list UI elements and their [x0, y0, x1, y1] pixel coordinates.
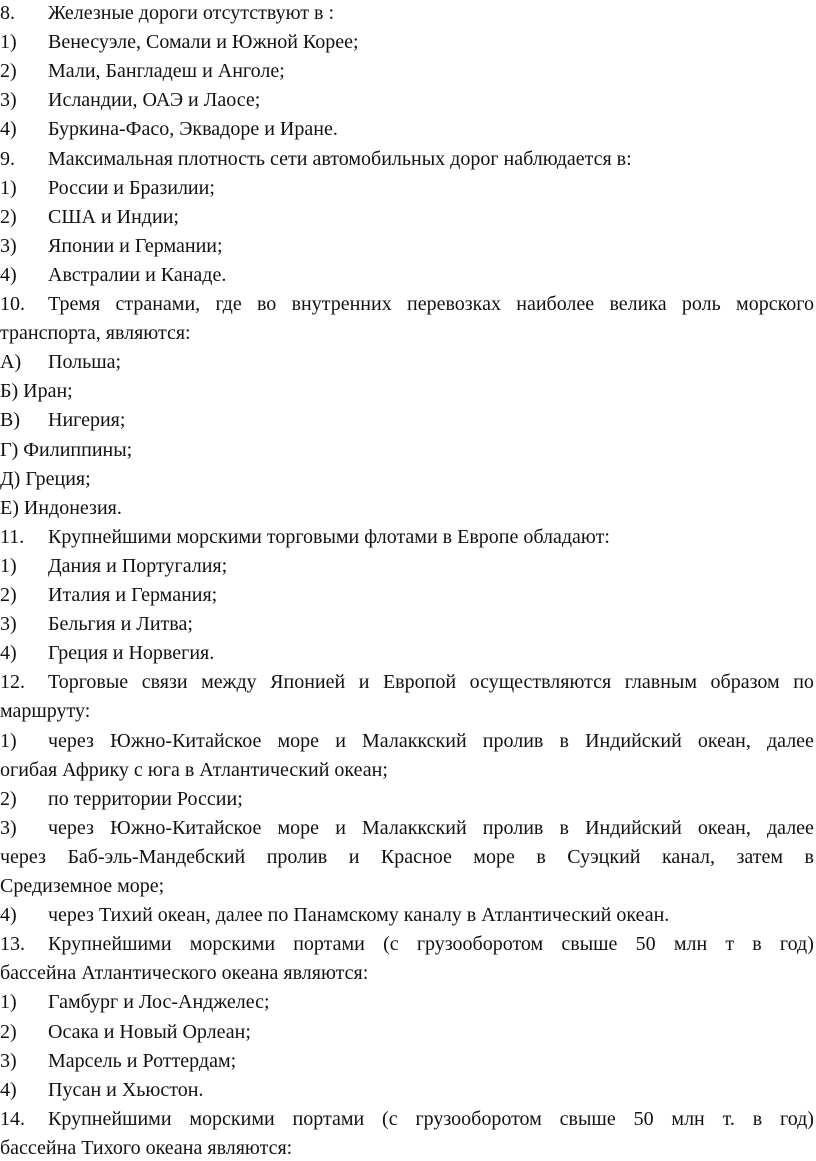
option-label: Е)	[0, 496, 19, 519]
option-8-2	[0, 58, 814, 84]
option-10-6	[0, 495, 814, 521]
question-text-line1	[48, 931, 814, 957]
option-text: Гамбург и Лос-Анджелес;	[48, 991, 270, 1014]
option-text: Иран;	[23, 380, 73, 403]
option-text-line1-word: океан,	[697, 729, 751, 752]
option-10-1	[0, 349, 814, 375]
option-text-line2-word: Баб-эль-Мандебский	[67, 845, 246, 868]
question-text: Максимальная плотность сети автомобильных дорог наблюдается в:	[48, 147, 632, 170]
option-text: Нигерия;	[48, 409, 126, 432]
option-text-line1-word: море	[277, 729, 320, 752]
option-text-line1-word: далее	[766, 816, 814, 839]
option-label: 3)	[0, 89, 17, 112]
option-label: 4)	[0, 118, 17, 141]
question-text-line1-word: Крупнейшими	[48, 933, 172, 956]
question-8-header	[0, 0, 814, 26]
option-text: Исландии, ОАЭ и Лаосе;	[48, 89, 261, 112]
question-text-line2: маршруту:	[0, 700, 91, 723]
option-8-1	[0, 29, 814, 55]
option-text: Японии и Германии;	[48, 234, 223, 257]
question-12-header-cont	[0, 698, 814, 724]
question-text: Железные дороги отсутствуют в :	[48, 2, 334, 24]
option-text: Австралии и Канаде.	[48, 263, 227, 286]
question-text-line1-word: портами	[292, 1107, 365, 1130]
option-text: Венесуэле, Сомали и Южной Корее;	[48, 31, 359, 54]
question-text-line1-word: между	[201, 671, 257, 694]
question-text-line1-word: портами	[293, 933, 365, 956]
option-text-line1-word: далее	[766, 729, 814, 752]
option-10-2	[0, 378, 814, 404]
question-text-line1-word: морскими	[189, 933, 276, 956]
question-text-line1-word: в	[752, 933, 762, 956]
option-label: Д)	[0, 467, 21, 490]
option-text-line1-word: и	[335, 816, 346, 839]
question-text-line1-word: осуществляются	[469, 671, 612, 694]
option-text-line2-word: канал,	[661, 845, 715, 868]
option-text: по территории России;	[48, 787, 243, 810]
option-12-3-line3	[0, 873, 814, 899]
option-label: 2)	[0, 205, 17, 228]
question-text-line2: бассейна Тихого океана являются:	[0, 1136, 293, 1159]
option-label: 3)	[0, 613, 17, 636]
option-text: Марсель и Роттердам;	[48, 1049, 237, 1072]
question-number: 9.	[0, 147, 15, 170]
option-text: через Тихий океан, далее по Панамскому каналу в Атлантический океан.	[48, 904, 670, 927]
question-text-line1-word: образом	[710, 671, 780, 694]
option-text-line2-word: море	[473, 845, 515, 868]
option-text-line1-word: пролив	[482, 816, 544, 839]
option-label: А)	[0, 351, 22, 374]
option-text-line2-word: Красное	[380, 845, 452, 868]
option-text-line1-word: пролив	[482, 729, 544, 752]
option-text: России и Бразилии;	[48, 176, 215, 199]
question-10-header	[0, 291, 814, 317]
question-text-line1-word: свыше	[561, 933, 618, 956]
question-text-line1-word: Японией	[270, 671, 346, 694]
question-text-line1-word: связи	[141, 671, 188, 694]
question-text-line1-word: (с	[382, 1107, 398, 1130]
option-text-line2-word: Суэцкий	[567, 845, 641, 868]
question-text-line1-word: год)	[779, 933, 814, 956]
option-13-3	[0, 1048, 814, 1074]
option-text-line1-word: Малаккский	[362, 729, 467, 752]
option-text-line2-word: затем	[736, 845, 784, 868]
question-text-line2: бассейна Атлантического океана являются:	[0, 962, 369, 985]
question-text-line1	[48, 669, 814, 695]
option-text: Мали, Бангладеш и Анголе;	[48, 60, 285, 83]
option-label: 2)	[0, 584, 17, 606]
option-12-3-line1	[0, 815, 814, 841]
option-10-3	[0, 407, 814, 433]
question-text-line1	[48, 291, 814, 317]
question-number: 8.	[0, 2, 15, 24]
question-text: Крупнейшими морскими торговыми флотами в Европе обладают:	[48, 525, 610, 548]
option-text-line1-word: через	[48, 729, 94, 752]
option-label: 3)	[0, 234, 17, 257]
option-13-4	[0, 1077, 814, 1103]
option-11-2	[0, 582, 814, 608]
option-12-1-line2	[0, 757, 814, 783]
option-label: 2)	[0, 787, 17, 810]
question-text-line1-word: (с	[383, 933, 399, 956]
question-text-line1-word: во	[256, 293, 277, 315]
question-text-line1-word: Крупнейшими	[48, 1107, 172, 1130]
question-number: 10.	[0, 293, 25, 315]
option-text: Осака и Новый Орлеан;	[48, 1020, 251, 1043]
option-text: Буркина-Фасо, Эквадоре и Иране.	[48, 118, 338, 141]
option-label: 3)	[0, 1049, 17, 1072]
option-text-line2-word: пролив	[266, 845, 328, 868]
option-text: Бельгия и Литва;	[48, 613, 193, 636]
option-label: 4)	[0, 642, 17, 665]
option-text-line2-word: в	[536, 845, 546, 868]
question-text-line1-word: 50	[635, 933, 656, 956]
option-text-line2: огибая Африку с юга в Атлантический океан;	[0, 758, 388, 781]
option-label: Г)	[0, 438, 19, 461]
question-text-line1-word: в	[752, 1107, 763, 1130]
option-text: Индонезия.	[23, 496, 122, 519]
option-text-line1-word: Индийский	[585, 729, 682, 752]
question-text-line1-word: Торговые	[48, 671, 129, 694]
option-8-4	[0, 116, 814, 142]
option-12-1-line1	[0, 728, 814, 754]
question-9-header	[0, 146, 814, 172]
option-text: Дания и Португалия;	[48, 554, 228, 577]
option-label: 2)	[0, 1020, 17, 1043]
option-label: 1)	[0, 991, 17, 1014]
question-text-line1-word: велика	[609, 293, 667, 315]
option-text-line2-word: в	[804, 845, 814, 868]
option-9-1	[0, 175, 814, 201]
question-text-line1-word: главным	[624, 671, 698, 694]
option-text: США и Индии;	[48, 205, 179, 228]
option-12-2	[0, 786, 814, 812]
question-text-line1-word: морского	[736, 293, 814, 315]
option-label: 4)	[0, 904, 17, 927]
option-9-3	[0, 233, 814, 259]
question-number: 13.	[0, 933, 25, 956]
question-number: 11.	[0, 525, 25, 548]
option-label: 2)	[0, 60, 17, 83]
option-text: Италия и Германия;	[48, 584, 218, 606]
option-text: Филиппины;	[23, 438, 133, 461]
option-text-line1-word: Южно-Китайское	[110, 816, 262, 839]
question-text-line2: транспорта, являются:	[0, 322, 191, 345]
question-14-header	[0, 1106, 814, 1132]
question-text-line1-word: грузооборотом	[416, 933, 544, 956]
option-text-line1-word: в	[559, 729, 569, 752]
option-9-2	[0, 204, 814, 230]
question-text-line1-word: наиболее	[516, 293, 595, 315]
option-label: 4)	[0, 263, 17, 286]
option-text-line1-word: Индийский	[585, 816, 682, 839]
option-text: Греция;	[25, 467, 91, 490]
question-text-line1-word: по	[793, 671, 814, 694]
option-text-line1-word: Малаккский	[362, 816, 467, 839]
question-text-line1-word: грузооборотом	[415, 1107, 542, 1130]
question-13-header	[0, 931, 814, 957]
question-text-line1-word: Тремя	[48, 293, 101, 315]
option-13-2	[0, 1019, 814, 1045]
option-label: 1)	[0, 554, 17, 577]
option-label: 1)	[0, 729, 17, 752]
option-12-3-line2	[0, 844, 814, 870]
option-label: 3)	[0, 816, 17, 839]
option-12-4	[0, 902, 814, 928]
option-text-line1	[48, 815, 814, 841]
option-10-5	[0, 466, 814, 492]
question-text-line1-word: млн	[673, 933, 708, 956]
option-text: Греция и Норвегия.	[48, 642, 215, 665]
option-label: Б)	[0, 380, 19, 403]
option-11-4	[0, 640, 814, 666]
question-text-line1-word: и	[358, 671, 370, 694]
question-text-line1-word: роль	[681, 293, 721, 315]
question-text-line1-word: млн	[671, 1107, 705, 1130]
question-text-line1-word: свыше	[559, 1107, 616, 1130]
question-11-header	[0, 524, 814, 550]
option-label: 1)	[0, 176, 17, 199]
option-text-line2-word: через	[0, 845, 46, 868]
question-text-line1-word: морскими	[189, 1107, 275, 1130]
question-12-header	[0, 669, 814, 695]
option-11-3	[0, 611, 814, 637]
option-11-1	[0, 553, 814, 579]
option-9-4	[0, 262, 814, 288]
question-text-line1-word: год)	[779, 1107, 814, 1130]
question-number: 12.	[0, 671, 25, 694]
option-text-line1-word: через	[48, 816, 94, 839]
option-text-line1-word: и	[335, 729, 346, 752]
question-text-line1-word: Европой	[382, 671, 457, 694]
option-text: Польша;	[48, 351, 122, 374]
option-10-4	[0, 437, 814, 463]
option-text-line1	[48, 728, 814, 754]
option-label: В)	[0, 409, 20, 432]
option-text-line2-word: и	[348, 845, 360, 868]
option-text-line1-word: Южно-Китайское	[110, 729, 262, 752]
question-number: 14.	[0, 1107, 25, 1130]
option-text: Пусан и Хьюстон.	[48, 1078, 204, 1101]
option-text-line3: Средиземное море;	[0, 875, 165, 897]
question-10-header-cont	[0, 320, 814, 346]
question-text-line1-word: странами,	[115, 293, 201, 315]
option-text-line1-word: в	[559, 816, 569, 839]
question-text-line1	[48, 1106, 814, 1132]
question-text-line1-word: 50	[633, 1107, 654, 1130]
option-13-1	[0, 989, 814, 1015]
option-text-line1-word: океан,	[697, 816, 751, 839]
question-text-line1-word: перевозках	[406, 293, 501, 315]
option-text-line1-word: море	[277, 816, 320, 839]
question-text-line1-word: внутренних	[291, 293, 392, 315]
question-text-line1-word: т.	[722, 1107, 735, 1130]
question-text-line1-word: где	[215, 293, 242, 315]
option-label: 4)	[0, 1078, 17, 1101]
question-13-header-cont	[0, 960, 814, 986]
option-label: 1)	[0, 31, 17, 54]
option-8-3	[0, 87, 814, 113]
question-text-line1-word: т	[725, 933, 735, 956]
